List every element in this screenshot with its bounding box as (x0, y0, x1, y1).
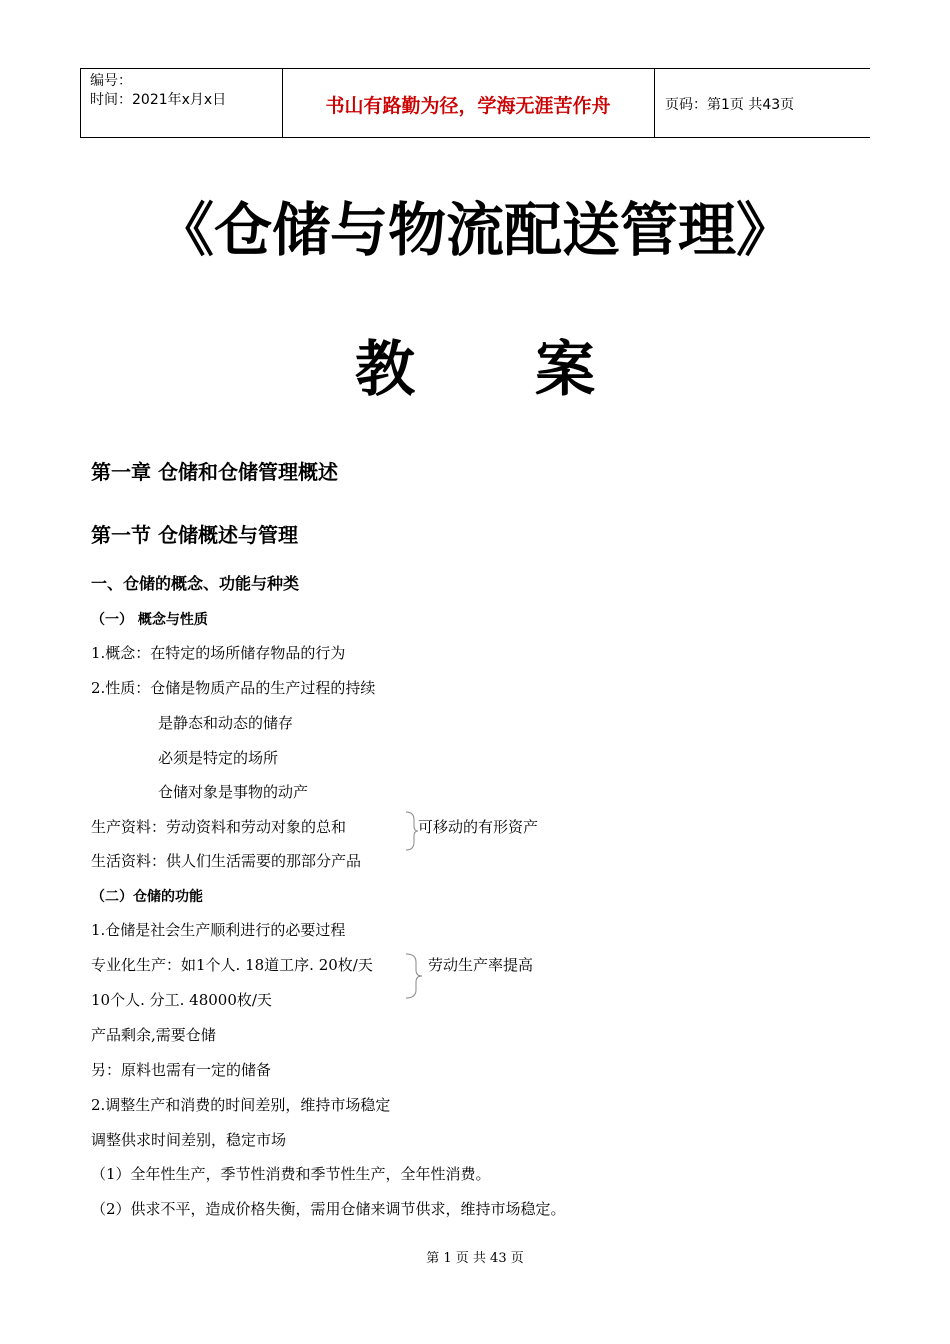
part-heading: 一、仓储的概念、功能与种类 (91, 574, 300, 593)
body-line: 2.性质：仓储是物质产品的生产过程的持续 (91, 679, 376, 697)
body-line: 产品剩余,需要仓储 (91, 1026, 216, 1044)
brace-icon (404, 952, 424, 1000)
body-line: 调整供求时间差别，稳定市场 (91, 1131, 287, 1149)
header-page-info: 页码：第1页 共43页 (665, 97, 795, 113)
chapter-heading: 第一章 仓储和仓储管理概述 (91, 460, 338, 484)
header-table (80, 68, 870, 138)
document-subtitle: 教 案 (355, 335, 595, 405)
body-line: （2）供求不平，造成价格失衡，需用仓储来调节供求，维持市场稳定。 (91, 1200, 566, 1218)
body-line: 生活资料：供人们生活需要的那部分产品 (91, 852, 362, 870)
header-divider (654, 69, 655, 137)
doc-time-label: 时间：2021年x月x日 (90, 92, 227, 108)
subsection-heading: （一） 概念与性质 (91, 612, 208, 628)
body-line: 专业化生产：如1个人. 18道工序. 20枚/天 (91, 956, 373, 974)
header-motto: 书山有路勤为径，学海无涯苦作舟 (325, 95, 611, 117)
body-line: 生产资料：劳动资料和劳动对象的总和 (91, 818, 347, 836)
body-line: 是静态和动态的储存 (158, 714, 294, 732)
header-meta (90, 72, 226, 110)
body-line: 1.概念：在特定的场所储存物品的行为 (91, 644, 346, 662)
document-title: 《仓储与物流配送管理》 (155, 196, 794, 264)
body-line: 1.仓储是社会生产顺利进行的必要过程 (91, 921, 346, 939)
body-line: 必须是特定的场所 (158, 749, 279, 767)
header-divider (80, 69, 81, 137)
section-heading: 第一节 仓储概述与管理 (91, 523, 298, 547)
brace-icon (404, 810, 420, 852)
body-line: （1）全年性生产，季节性消费和季节性生产，全年性消费。 (91, 1165, 491, 1183)
body-line-annotation: 劳动生产率提高 (428, 956, 534, 974)
doc-number-label: 编号： (90, 73, 132, 89)
subsection-heading: （二）仓储的功能 (91, 889, 203, 905)
body-line: 另：原料也需有一定的储备 (91, 1061, 272, 1079)
page-footer: 第 1 页 共 43 页 (426, 1251, 524, 1266)
body-line: 10个人. 分工. 48000枚/天 (91, 991, 272, 1009)
body-line: 仓储对象是事物的动产 (158, 783, 309, 801)
body-line-annotation: 可移动的有形资产 (418, 818, 539, 836)
body-line: 2.调整生产和消费的时间差别，维持市场稳定 (91, 1096, 391, 1114)
